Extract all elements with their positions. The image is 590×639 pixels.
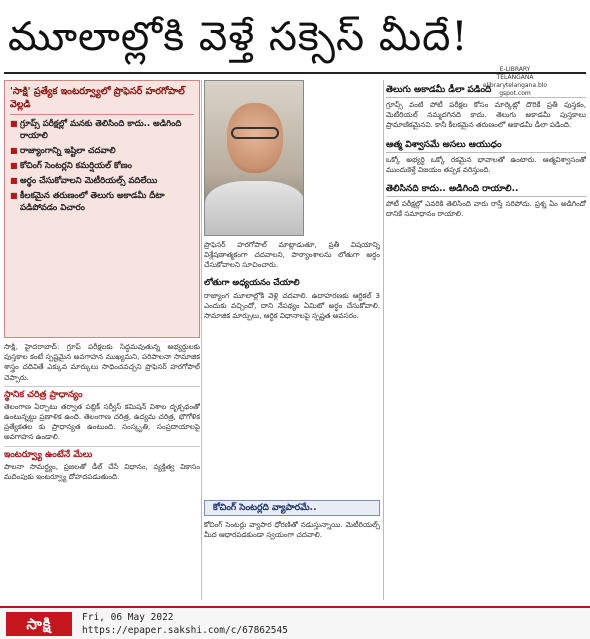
headline: మూలాల్లోకి వెళ్తే సక్సెస్ మీదే! xyxy=(8,14,469,60)
sakshi-logo: సాక్షి xyxy=(6,612,72,636)
square-bullet-icon: ■ xyxy=(10,146,18,155)
article-paragraph: తెలంగాణ ఏర్పాటు తర్వాత పబ్లిక్ సర్వీస్ కమిషన్ విశాల దృక్పథంతో ఉంటున్నట్టు ప్రణాళిక ఉంది. తెలంగాణ చరిత్ర, ఉద్యమ చరిత్ర, భౌగోళిక ప్రత్యేకతల కు ప్రాధాన్యత ఉంటుంది. సంస్కృతి, సంప్రదాయాలపై అవగాహన ఉండాలి. xyxy=(4,401,200,442)
watermark-line: elibrarytelangana.blo xyxy=(482,82,548,89)
footer-meta xyxy=(82,611,288,637)
photo-glasses xyxy=(231,127,279,139)
epaper-link[interactable]: https://epaper.sakshi.com/c/67862545 xyxy=(82,624,288,636)
article-intro: సాక్షి, హైదరాబాద్: గ్రూప్ పరీక్షలకు సిద్ధమవుతున్న అభ్యర్థులకు పుస్తకాల కంటే స్పష్టమైన అవగాహన ముఖ్యమని, పరిపాలనా సామాజిక శాస్త్రం చదివితే ఎక్కువ మార్కులు సాధించవచ్చని ప్రొఫెసర్ హరగోపాల్ చెప్పారు. xyxy=(4,342,200,382)
right-column xyxy=(386,82,586,600)
article-paragraph: రాజ్యాంగ మూలాల్లోకి వెళ్లి చదవాలి. ఉదాహరణకు ఆర్టికల్ 3 ఎందుకు వచ్చిందో, దాని నేపథ్యం ఏమిటో అర్థం చేసుకోవాలి. సామాజిక మార్పులు, ఆర్థిక విధానాలపై స్పష్టత అవసరం. xyxy=(204,290,380,321)
highlights-box xyxy=(4,80,200,338)
footer-bar xyxy=(0,606,590,639)
highlight-bullet: ■ అర్థం చేసుకోవాలని మెటీరియల్స్ వదిలేయి xyxy=(10,176,158,186)
photo-shirt xyxy=(205,181,304,236)
watermark-line: gspot.com xyxy=(499,90,531,97)
article-paragraph: ప్రొఫెసర్ హరగోపాల్ మాట్లాడుతూ, ప్రతీ విషయాన్ని విశ్లేషణాత్మకంగా చదవాలని, పాఠ్యాంశాలను లోతుగా అర్థం చేసుకోవాలని సూచించారు. xyxy=(204,240,380,270)
left-column xyxy=(4,80,200,600)
section-heading: స్థానిక చరిత్ర ప్రాధాన్యం xyxy=(4,386,200,401)
highlight-bullet: ■ కోచింగ్ సెంటర్లని కమర్షియల్ కోణం xyxy=(10,161,132,171)
article-paragraph: పోటీ పరీక్షల్లో ఎవరికి తెలిసింది వారు రాస్తే సరిపోదు. ప్రశ్న ఏం అడిగిందో దానికే సమాధానం రాయాలి. xyxy=(386,199,586,219)
section-heading: తెలిసినది కాదు.. అడిగింది రాయాలి.. xyxy=(386,183,586,197)
section-heading: ఆత్మ విశ్వాసమే అసలు ఆయుధం xyxy=(386,139,586,153)
watermark-line: E-LIBRARY xyxy=(499,66,531,73)
section-heading: ఇంటర్వ్యూ ఉంటేనే మేలు xyxy=(4,446,200,461)
highlight-bullet: ■ రాజ్యాంగాన్ని ఇష్టిలా చదవాలి xyxy=(10,146,116,156)
edition-date: Fri, 06 May 2022 xyxy=(82,611,174,623)
section-heading: తెలుగు అకాడమీ డీలా పడింది xyxy=(386,84,586,98)
watermark-line: TELANGANA xyxy=(496,74,534,81)
article-paragraph: ఒక్కో అభ్యర్థి ఒక్కో రకమైన భావాలతో ఉంటారు. ఆత్మవిశ్వాసంతో ముందుకెళ్తే విజయం తప్పక వరిస్తుంది. xyxy=(386,154,586,174)
article-paragraph: కోచింగ్ సెంటర్లు వ్యాపార ధోరణితో నడుస్తున్నాయి. మెటీరియల్స్ మీద ఆధారపడకుండా స్వయంగా చదవాలి. xyxy=(204,520,380,540)
section-heading: లోతుగా అధ్యయనం చేయాలి xyxy=(204,277,300,288)
article-paragraph: గ్రూప్స్ వంటి పోటీ పరీక్షల కోసం మార్కెట్లో దొరికే ప్రతీ పుస్తకం, మెటీరియల్ నమ్మదగినది కాదు. తెలుగు అకాడమీ పుస్తకాలు ప్రామాణికమైనవి. కానీ కీలకమైన తరుణంలో అకాడమీ డీలా పడింది. xyxy=(386,100,586,130)
professor-photo xyxy=(204,80,304,236)
square-bullet-icon: ■ xyxy=(10,119,18,128)
middle-column-lower xyxy=(204,520,380,600)
square-bullet-icon: ■ xyxy=(10,191,18,200)
square-bullet-icon: ■ xyxy=(10,161,18,170)
highlight-bullet: ■ గ్రూప్స్ పరీక్షల్లో మనకు తెలిసింది కాదు.. అడిగింది రాయాలి xyxy=(10,119,182,141)
highlight-bullet: ■ కీలకమైన తరుణంలో తెలుగు అకాడమీ దీటా పడిపోవడం విచారం xyxy=(10,191,165,213)
column-divider xyxy=(383,80,384,600)
article-paragraph: పాలనా సామర్థ్యం, ప్రజలతో డీల్ చేసే విధానం, వ్యక్తిత్వ వికాసం మదింపుకు ఇంటర్వ్యూ దోహదపడుతుంది. xyxy=(4,461,200,481)
square-bullet-icon: ■ xyxy=(10,176,18,185)
highlights-title: 'సాక్షి' ప్రత్యేక ఇంటర్వ్యూలో ప్రొఫెసర్ హరగోపాల్ వెల్లడి xyxy=(10,85,194,115)
coaching-subhead: కోచింగ్ సెంటర్లది వ్యాపారమే.. xyxy=(204,500,380,516)
column-divider xyxy=(201,80,202,600)
